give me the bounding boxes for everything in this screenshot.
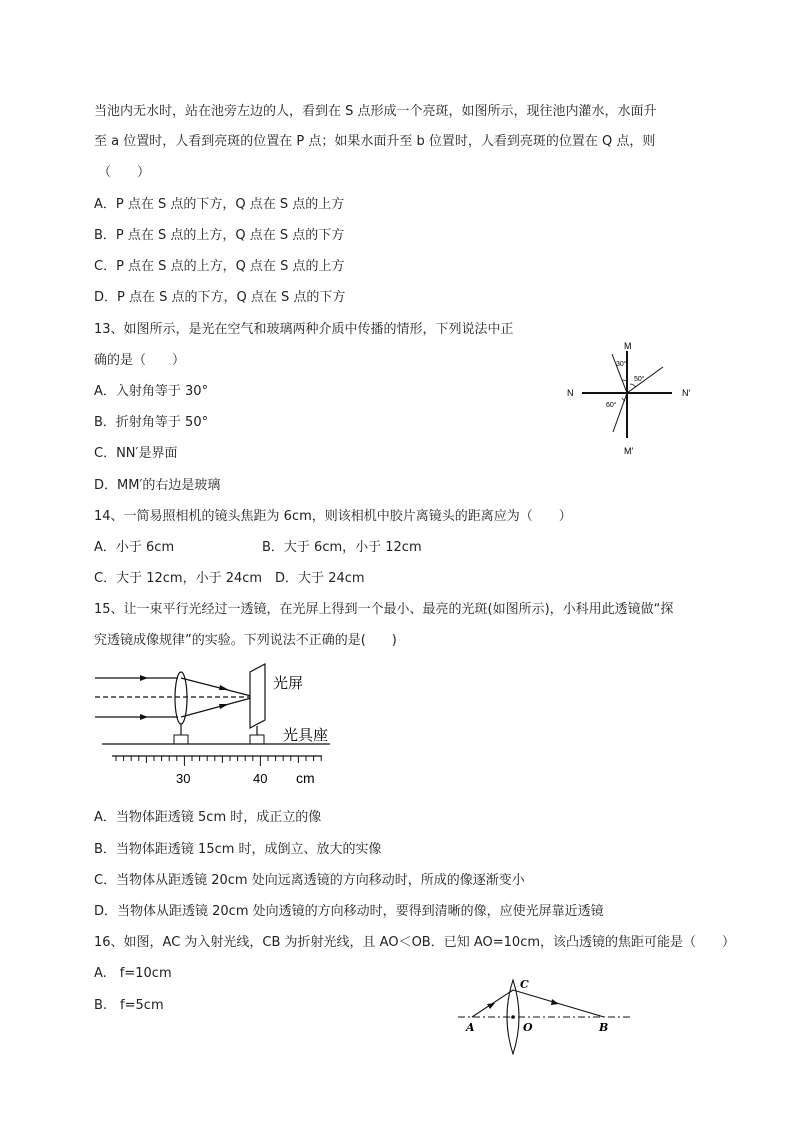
label-n: N: [567, 388, 574, 398]
q13-option-c: C．NN′是界面: [94, 446, 178, 461]
q13-option-d: D．MM′的右边是玻璃: [94, 478, 221, 493]
q13-text-line1: 13、如图所示，是光在空气和玻璃两种介质中传播的情形，下列说法中正: [94, 322, 514, 337]
label-angle-30: 30°: [616, 361, 627, 368]
label-n-prime: N′: [682, 388, 691, 398]
label-b: B: [599, 1021, 609, 1034]
refracted-ray-bottom: [181, 697, 255, 717]
label-c: C: [520, 978, 529, 991]
q13-option-a: A．入射角等于 30°: [94, 384, 209, 399]
ray-upper-right: [627, 367, 663, 393]
unit-label: cm: [296, 770, 315, 786]
q16-option-a: A. f=10cm: [94, 966, 172, 981]
q16-text-line1: 16、如图，AC 为入射光线，CB 为折射光线，且 AO＜OB．已知 AO=10cm，该凸透镜的焦距可能是（ ）: [94, 935, 735, 950]
ray-lower-left: [613, 393, 627, 432]
q12-option-d: D．P 点在 S 点的下方，Q 点在 S 点的下方: [94, 290, 346, 305]
q12-answer-blank: （ ）: [98, 165, 151, 180]
q13-refraction-figure: [560, 340, 720, 460]
q13-option-b: B．折射角等于 50°: [94, 415, 209, 430]
label-m-prime: M′: [624, 446, 634, 456]
ray-upper-left: [612, 354, 627, 393]
q12-text-line2: 至 a 位置时，人看到亮斑的位置在 P 点；如果水面升至 b 位置时，人看到亮斑的位置在 Q 点，则: [94, 134, 656, 149]
ruler-ticks: [116, 756, 321, 766]
arrow-head-bottom: [140, 714, 148, 720]
q16-option-b: B. f=5cm: [94, 998, 164, 1013]
q15-option-b: B．当物体距透镜 15cm 时，成倒立、放大的实像: [94, 842, 382, 857]
refracted-ray-top: [181, 678, 255, 697]
arrow-head-refracted-bottom: [219, 704, 229, 709]
screen-label: 光屏: [273, 675, 304, 692]
bench-label: 光具座: [283, 727, 329, 744]
label-m: M: [624, 341, 632, 351]
q14-text-line1: 14、一简易照相机的镜头焦距为 6cm，则该相机中胶片离镜头的距离应为（ ）: [94, 509, 572, 524]
q14-option-cd: C．大于 12cm，小于 24cm D．大于 24cm: [94, 571, 365, 586]
q14-option-b: B．大于 6cm，小于 12cm: [262, 540, 422, 555]
q15-text-line2: 究透镜成像规律”的实验。下列说法不正确的是( ): [94, 633, 397, 648]
refracted-ray-cb: [513, 990, 604, 1017]
q15-optical-bench-figure: [90, 660, 350, 790]
arrow-head-refracted-top: [219, 685, 229, 690]
tick-label-30: 30: [176, 771, 191, 786]
arrow-head-ac: [487, 1003, 495, 1009]
q16-lens-figure: [450, 975, 640, 1055]
arrow-head-cb: [551, 999, 559, 1005]
q15-option-d: D．当物体从距透镜 20cm 处向透镜的方向移动时，要得到清晰的像，应使光屏靠近透镜: [94, 904, 604, 919]
angle-arc-50: [630, 384, 636, 387]
label-angle-60: 60°: [606, 402, 617, 409]
q12-option-c: C．P 点在 S 点的上方，Q 点在 S 点的上方: [94, 259, 345, 274]
q15-option-a: A．当物体距透镜 5cm 时，成正立的像: [94, 810, 322, 825]
lens-holder-base: [174, 735, 188, 744]
label-o: O: [523, 1021, 533, 1034]
light-screen: [250, 664, 265, 728]
q15-text-line1: 15、让一束平行光经过一透镜，在光屏上得到一个最小、最亮的光斑(如图所示)，小科用此透镜做“探: [94, 602, 674, 617]
q15-option-c: C．当物体从距透镜 20cm 处向远离透镜的方向移动时，所成的像逐渐变小: [94, 873, 525, 888]
q12-option-b: B．P 点在 S 点的上方，Q 点在 S 点的下方: [94, 228, 345, 243]
arrow-head-top: [140, 675, 148, 681]
point-o: [511, 1015, 515, 1019]
label-a: A: [466, 1021, 475, 1034]
label-angle-50: 50°: [634, 376, 645, 383]
q14-option-a: A．小于 6cm: [94, 540, 175, 555]
screen-holder-base: [250, 735, 264, 744]
q13-text-line2: 确的是（ ）: [94, 353, 186, 368]
q12-option-a: A．P 点在 S 点的下方，Q 点在 S 点的上方: [94, 197, 345, 212]
q12-text-line1: 当池内无水时，站在池旁左边的人，看到在 S 点形成一个亮斑，如图所示，现往池内灌水，水面升: [94, 104, 657, 119]
tick-label-40: 40: [253, 771, 268, 786]
